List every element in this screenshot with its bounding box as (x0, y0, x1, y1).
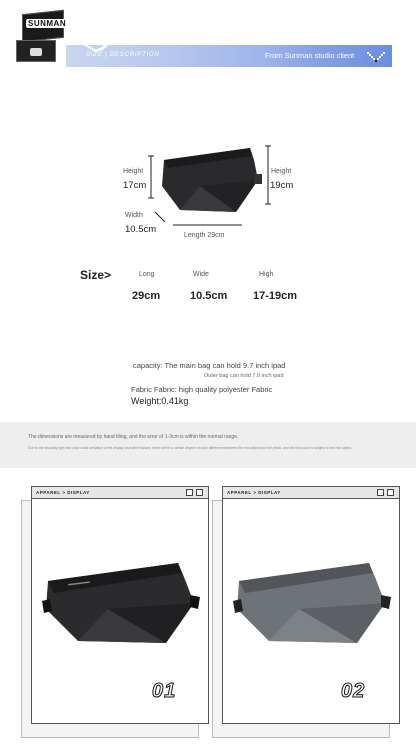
card-window (31, 486, 209, 724)
size-col-wide-label: Wide (193, 271, 209, 278)
card-number: 01 (152, 680, 177, 702)
outer-capacity-text: Outer bag can hold 7.9 inch ipad (204, 373, 284, 379)
close-icon[interactable] (196, 489, 203, 496)
card-title: APPAREL > DISPLAY (36, 490, 90, 495)
card-title-bar (32, 487, 208, 499)
size-title: Size> (80, 268, 112, 282)
capacity-text: capacity: The main bag can hold 9.7 inch ipad (133, 361, 286, 370)
brand-logo-text: SUNMAN (28, 19, 67, 28)
close-icon[interactable] (387, 489, 394, 496)
disclaimer-line-2: Due to the shooting light, the color value deviation of the display and other factors, there will be a certain degree of color difference between the real object and the photo, and the final color is subject to the real object. (28, 446, 352, 450)
disclaimer-band (0, 422, 416, 468)
studio-client-text: From Sunman studio client (265, 51, 355, 60)
size-col-high-label: High (259, 271, 274, 278)
fabric-text: Fabric Fabric: high quality polyester Fabric (131, 385, 273, 394)
size-col-long-label: Long (139, 271, 155, 278)
card-window (222, 486, 400, 724)
height-label-right: Height (271, 168, 292, 175)
height-value-right: 19cm (270, 180, 294, 191)
height-value-left: 17cm (123, 180, 147, 191)
size-col-long-value: 29cm (132, 290, 161, 302)
width-value: 10.5cm (125, 224, 157, 235)
product-card-01[interactable] (31, 486, 209, 738)
minimize-icon[interactable] (186, 489, 193, 496)
minimize-icon[interactable] (377, 489, 384, 496)
bag-image-grey (229, 551, 395, 647)
card-title: APPAREL > DISPLAY (227, 490, 281, 495)
disclaimer-line-1: The dimensions are measured by hand tiling, and the error of 1-3cm is within the normal range. (28, 434, 239, 440)
card-number: 02 (341, 680, 366, 702)
section-label: SIZE | DESCRIPTION (86, 52, 160, 58)
product-card-02[interactable] (222, 486, 400, 738)
weight-text: Weight:0.41kg (131, 396, 189, 406)
width-label: Width (125, 212, 143, 219)
height-label-left: Height (123, 168, 144, 175)
card-title-bar (223, 487, 399, 499)
length-text: Length 29cm (184, 232, 225, 239)
size-col-wide-value: 10.5cm (190, 290, 228, 302)
bag-outline-diagram (0, 0, 416, 260)
size-col-high-value: 17-19cm (253, 290, 298, 302)
bag-image-black (38, 551, 204, 647)
